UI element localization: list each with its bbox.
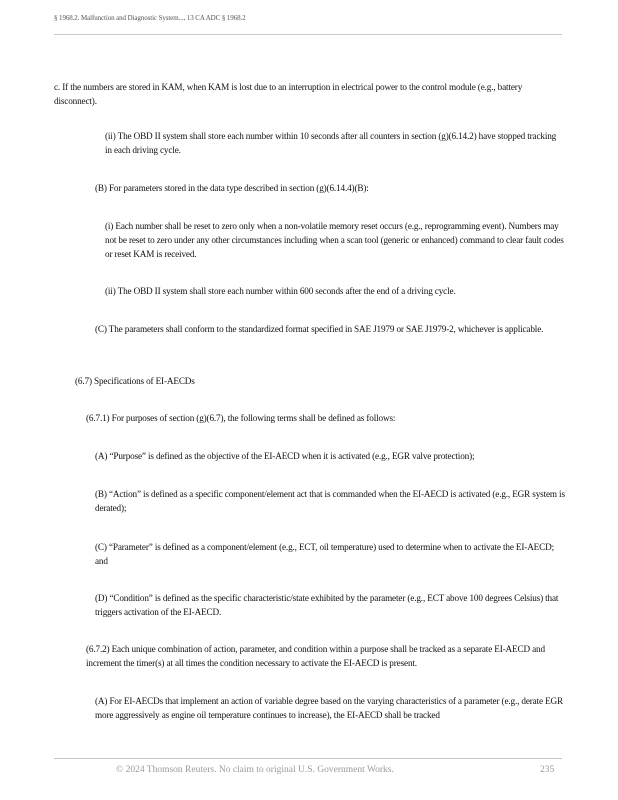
page-number: 235 xyxy=(540,765,555,775)
paragraph-c-standard-format: (C) The parameters shall conform to the standardized format specified in SAE J1979 or SAE J1979-2, whichever is applicable. xyxy=(95,324,544,334)
header-divider xyxy=(54,34,562,35)
paragraph-ii-10-seconds: (ii) The OBD II system shall store each number within 10 seconds after all counters in section (g)(6.14.2) have stopped tracking in each driving cycle. xyxy=(105,131,557,155)
section-heading-6-7: (6.7) Specifications of EI-AECDs xyxy=(75,376,195,386)
paragraph-6-7-1: (6.7.1) For purposes of section (g)(6.7), the following terms shall be defined as follows: xyxy=(86,413,396,423)
definition-condition: (D) “Condition” is defined as the specific characteristic/state exhibited by the parameter (e.g., ECT above 100 degrees Celsius) that triggers activation of the EI-AECD. xyxy=(95,593,559,617)
running-header: § 1968.2. Malfunction and Diagnostic System..., 13 CA ADC § 1968.2 xyxy=(54,14,246,22)
definition-parameter: (C) “Parameter” is defined as a component/element (e.g., ECT, oil temperature) used to determine when to activate the EI-AECD; and xyxy=(95,542,555,566)
paragraph-a-variable-degree: (A) For EI-AECDs that implement an action of variable degree based on the varying characteristics of a parameter (e.g., derate EGR more aggressively as engine oil temperature continues to increase), the EI-AECD shall be tracked xyxy=(95,696,564,720)
paragraph-i-reset: (i) Each number shall be reset to zero only when a non-volatile memory reset occurs (e.g., reprogramming event). Numbers may not be reset to zero under any other circumstances including when a scan tool (generic or enhanced) command to clear fault codes or reset KAM is received. xyxy=(105,221,564,259)
copyright-notice: © 2024 Thomson Reuters. No claim to original U.S. Government Works. xyxy=(116,765,394,775)
paragraph-c-kam: c. If the numbers are stored in KAM, when KAM is lost due to an interruption in electrical power to the control module (e.g., battery disconnect). xyxy=(54,82,523,106)
footer-divider xyxy=(54,758,562,759)
paragraph-ii-600-seconds: (ii) The OBD II system shall store each number within 600 seconds after the end of a driving cycle. xyxy=(105,286,456,296)
definition-purpose: (A) “Purpose” is defined as the objective of the EI-AECD when it is activated (e.g., EGR valve protection); xyxy=(95,451,475,461)
definition-action: (B) “Action” is defined as a specific component/element act that is commanded when the EI-AECD is activated (e.g., EGR system is derated); xyxy=(95,489,565,513)
paragraph-6-7-2: (6.7.2) Each unique combination of action, parameter, and condition within a purpose shall be tracked as a separate EI-AECD and increment the timer(s) at all times the condition necessary to activate the EI-AECD is present. xyxy=(86,644,545,668)
paragraph-b-parameters: (B) For parameters stored in the data type described in section (g)(6.14.4)(B): xyxy=(95,183,369,193)
